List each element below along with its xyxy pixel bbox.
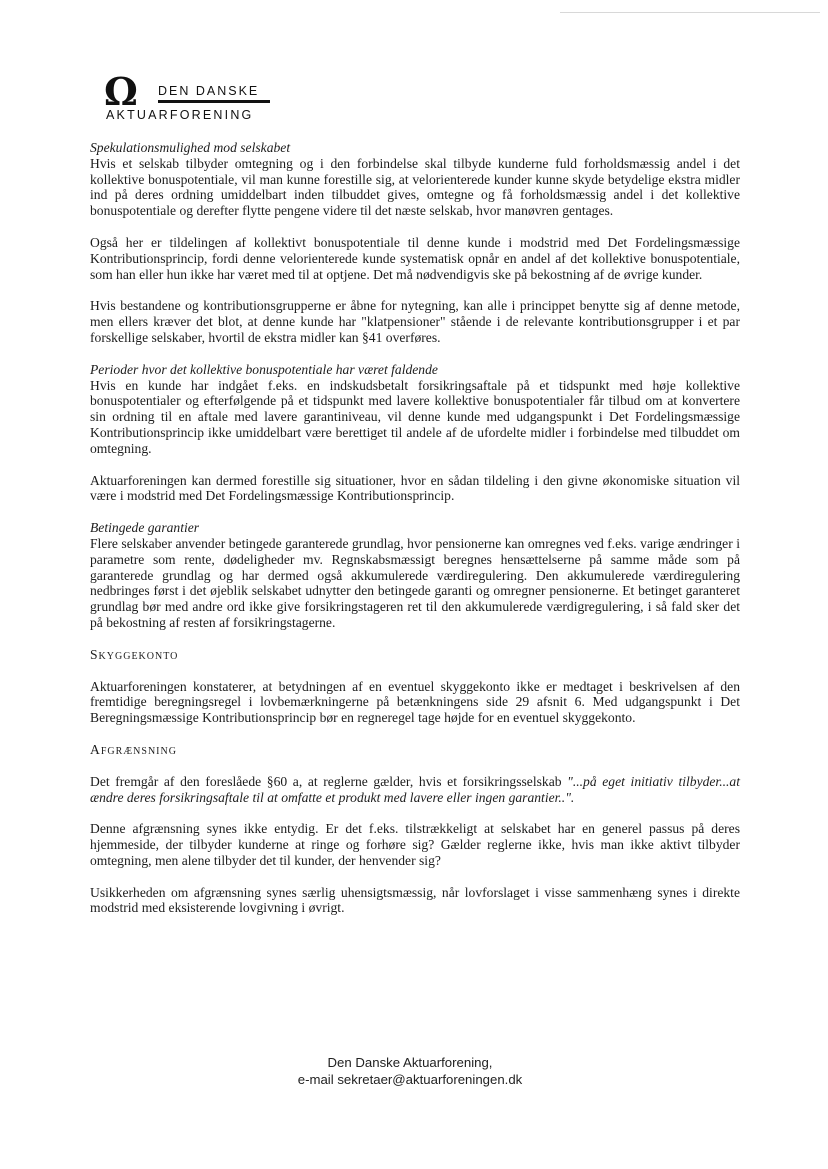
paragraph-text: Hvis en kunde har indgået f.eks. en indskudsbetalt forsikringsaftale på et tidspunkt med høje kollektive bonuspotentialer og efterfølgende på et tidspunkt med lavere kollektive bonuspotentialer får tilbud om at konvertere sin ordning til en aftale med lavere garantiniveau, vil denne kunde med udgangspunkt i Det Fordelingsmæssige Kontributionsprincip ikke umiddelbart være berettiget til andele af de ufordelte midler i forbindelse med tilbuddet om omtegning.: [90, 377, 740, 456]
subheading-betingede: Betingede garantier: [90, 520, 200, 536]
paragraph-text: Hvis et selskab tilbyder omtegning og i den forbindelse skal tilbyde kunderne fuld forholdsmæssig andel i det kollektive bonuspotentiale, vil man kunne forestille sig, at velorienterede kunder kunne skyde betydelige ekstra midler ind på deres ordning umiddelbart inden tilbuddet gives, omtegne og få forholdsmæssig andel i det kollektive bonuspotentiale og derefter flytte pengene videre til det næste selskab, hvor manøvren gentages.: [90, 155, 740, 219]
paragraph-spekulation: [90, 140, 740, 219]
paragraph-perioder-2: Aktuarforeningen kan dermed forestille sig situationer, hvor en sådan tildeling i den givne økonomiske situation vil være i modstrid med Det Fordelingsmæssige Kontributionsprincip.: [90, 472, 740, 504]
section-heading-skyggekonto: Skyggekonto: [90, 646, 179, 662]
document-body: [90, 140, 740, 932]
quoted-law-text: "...på eget initiativ tilbyder...at ændre deres forsikringsaftale til at omfatte et produkt med lavere eller ingen garantier..".: [90, 773, 740, 805]
paragraph-perioder: [90, 362, 740, 457]
paragraph-text: Det fremgår af den foreslåede §60 a, at reglerne gælder, hvis et forsikringsselskab: [90, 773, 568, 789]
paragraph-afgraensning-1: [90, 774, 740, 806]
subheading-perioder: Perioder hvor det kollektive bonuspotentiale har været faldende: [90, 361, 438, 377]
paragraph-skyggekonto: Aktuarforeningen konstaterer, at betydningen af en eventuel skyggekonto ikke er medtaget i beskrivelsen af den fremtidige beregningsregel i lovbemærkningerne på betænkningens side 29 afsnit 6. Med udgangspunkt i Det Beregningsmæssige Kontributionsprincip bør en regneregel tage højde for en eventuel skyggekonto.: [90, 678, 740, 726]
footer-contact: [260, 1054, 560, 1088]
paragraph-text: Flere selskaber anvender betingede garanterede grundlag, hvor pensionerne kan omregnes ved f.eks. varige ændringer i parametre som rente, dødeligheder mv. Regnskabsmæssigt beregnes hensættelserne på samme måde som på garanterede grundlag og har dermed også akkumulerede værdiregulering. Den akkumulerede værdiregulering nedbringes først i det øjeblik selskabet udnytter den betingede garanti og omregner pensionerne. Et betinget garanteret grundlag bør med andre ord ikke give forsikringstageren ret til den akkumulerede værdigregulering, i så fald sker det på bekostning af resten af forsikringstagerne.: [90, 535, 740, 630]
paragraph-spekulation-2: Også her er tildelingen af kollektivt bonuspotentiale til denne kunde i modstrid med Det Fordelingsmæssige Kontributionsprincip, fordi denne velorienterede kunde systematisk opnår en andel af det kollektive bonuspotentiale, som han eller hun ikke har været med til at optjene. Det må nødvendigvis ske på bekostning af de øvrige kunder.: [90, 234, 740, 282]
subheading-spekulation: Spekulationsmulighed mod selskabet: [90, 140, 291, 155]
paragraph-spekulation-3: Hvis bestandene og kontributionsgrupperne er åbne for nytegning, kan alle i princippet benytte sig af denne metode, men ellers kræver det blot, at denne kunde har "klatpensioner" stående i de relevante kontributionsgrupper i et par forskellige selskaber, hvortil de ekstra midler kan §41 overføres.: [90, 298, 740, 345]
footer-org-name: Den Danske Aktuarforening,: [327, 1055, 493, 1070]
section-heading-afgraensning: Afgrænsning: [90, 741, 177, 757]
footer-email: e-mail sekretaer@aktuarforeningen.dk: [297, 1072, 523, 1087]
paragraph-afgraensning-3: Usikkerheden om afgrænsning synes særlig uhensigtsmæssig, når lovforslaget i visse sammenhæng synes i direkte modstrid med eksisterende lovgivning i øvrigt.: [90, 884, 740, 916]
logo-text-line1: DEN DANSKE: [158, 84, 260, 98]
scan-edge-line: [560, 12, 820, 13]
logo-text-line2: AKTUARFORENING: [106, 108, 254, 122]
paragraph-afgraensning-2: Denne afgrænsning synes ikke entydig. Er det f.eks. tilstrækkeligt at selskabet har en generel passus på deres hjemmeside, der tilbyder kunderne at ringe og forhøre sig? Gælder reglerne ikke, hvis man ikke aktivt tilbyder omtegning, men alene tilbyder det til kunder, der henvender sig?: [90, 821, 740, 868]
association-logo: [104, 69, 274, 124]
paragraph-betingede: [90, 520, 740, 631]
omega-logo-icon: Ω: [104, 69, 138, 114]
logo-bar: [158, 100, 270, 103]
